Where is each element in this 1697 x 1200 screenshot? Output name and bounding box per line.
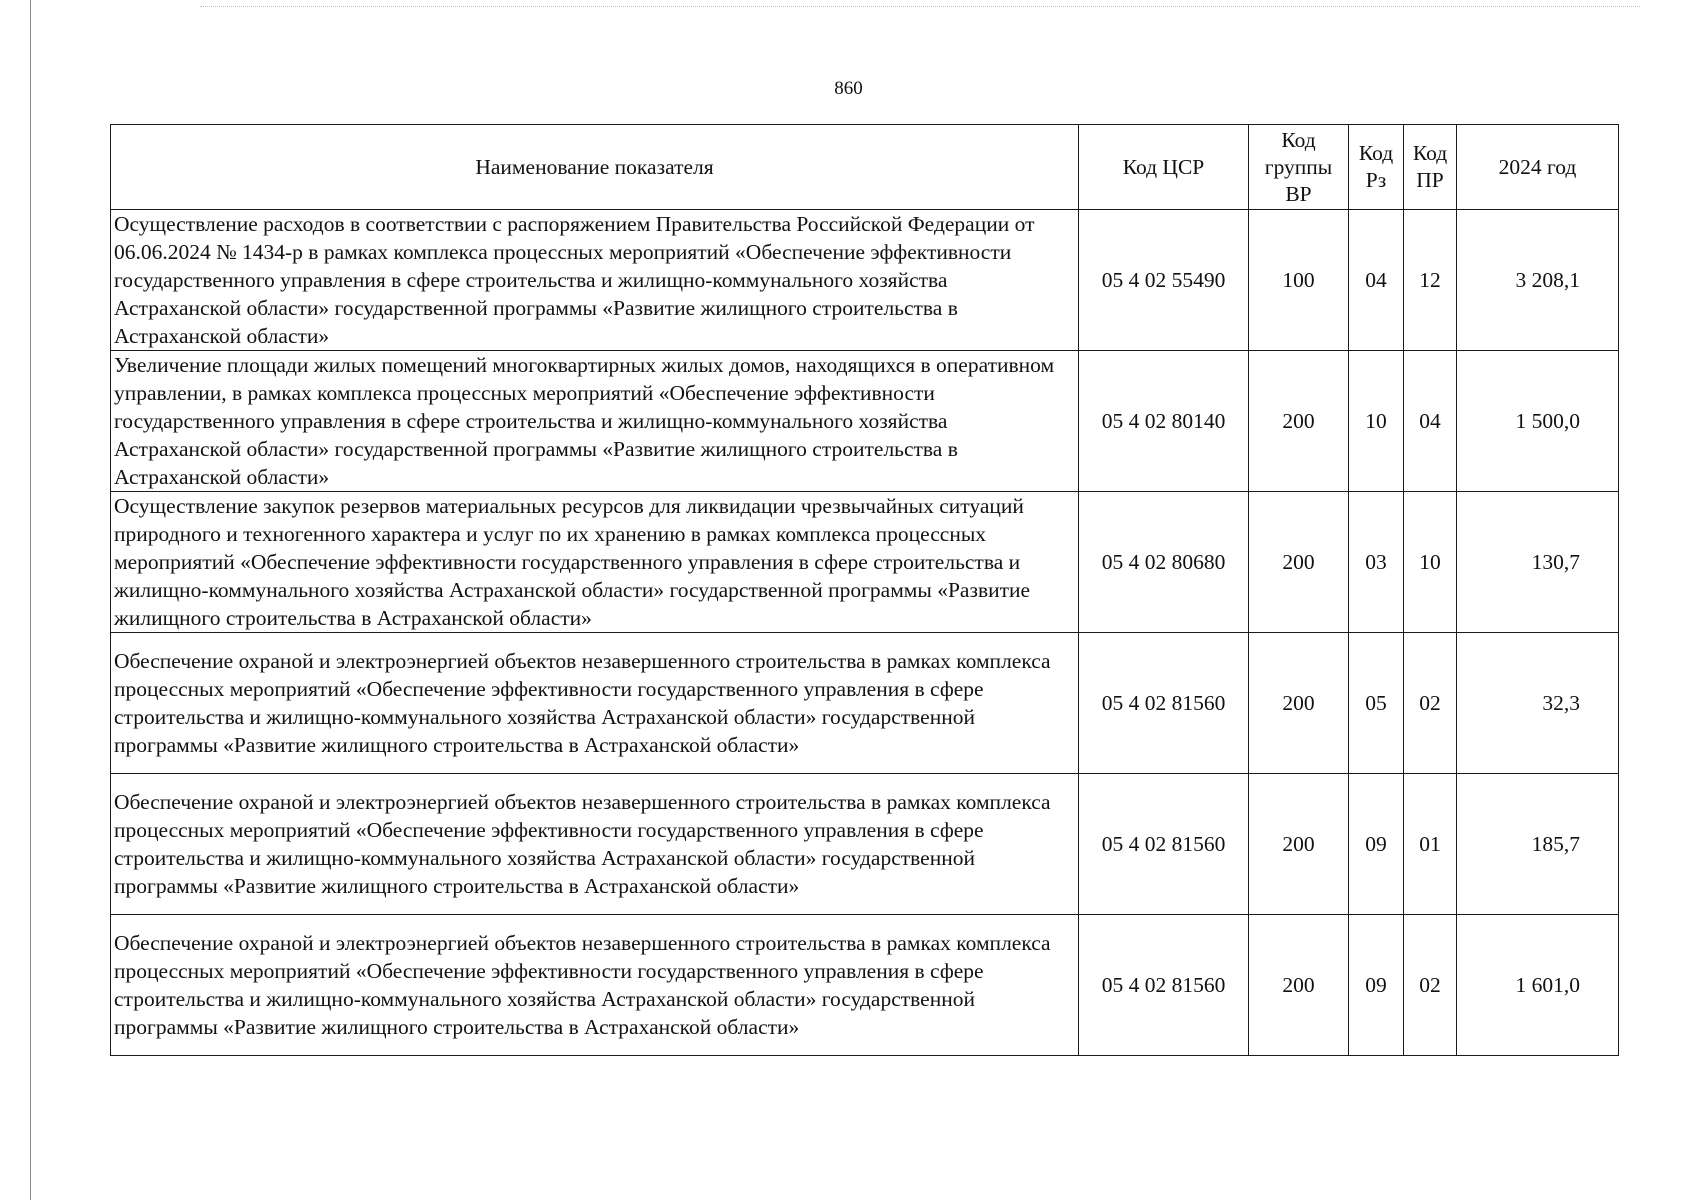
row-csr: 05 4 02 81560 [1079,774,1249,915]
row-vr: 200 [1249,633,1349,774]
row-name: Осуществление закупок резервов материальных ресурсов для ликвидации чрезвычайных ситуаций природного и техногенного характера и услуг по их хранению в рамках комплекса процессных мероприятий «Обеспечение эффективности государственного управления в сфере строительства и жилищно-коммунального хозяйства Астраханской области» государственной программы «Развитие жилищного строительства в Астраханской области» [111,492,1079,633]
row-rz: 04 [1349,210,1404,351]
row-name: Обеспечение охраной и электроэнергией объектов незавершенного строительства в рамках комплекса процессных мероприятий «Обеспечение эффективности государственного управления в сфере строительства и жилищно-коммунального хозяйства Астраханской области» государственной программы «Развитие жилищного строительства в Астраханской области» [111,774,1079,915]
row-vr: 200 [1249,492,1349,633]
table-row [111,774,1619,915]
row-pr: 02 [1404,633,1457,774]
row-rz: 03 [1349,492,1404,633]
row-csr: 05 4 02 80140 [1079,351,1249,492]
header-rz: Код Рз [1349,125,1404,210]
page-number: 860 [834,78,863,99]
table-row [111,633,1619,774]
row-amount: 32,3 [1457,633,1619,774]
row-vr: 200 [1249,774,1349,915]
row-name: Обеспечение охраной и электроэнергией объектов незавершенного строительства в рамках комплекса процессных мероприятий «Обеспечение эффективности государственного управления в сфере строительства и жилищно-коммунального хозяйства Астраханской области» государственной программы «Развитие жилищного строительства в Астраханской области» [111,915,1079,1056]
header-year: 2024 год [1457,125,1619,210]
row-vr: 200 [1249,351,1349,492]
row-amount: 130,7 [1457,492,1619,633]
header-vr: Код группы ВР [1249,125,1349,210]
scan-left-edge [30,0,31,1200]
row-amount: 1 500,0 [1457,351,1619,492]
header-name: Наименование показателя [111,125,1079,210]
row-pr: 02 [1404,915,1457,1056]
row-pr: 01 [1404,774,1457,915]
budget-table [110,124,1619,1056]
row-pr: 10 [1404,492,1457,633]
row-name: Увеличение площади жилых помещений многоквартирных жилых домов, находящихся в оперативном управлении, в рамках комплекса процессных мероприятий «Обеспечение эффективности государственного управления в сфере строительства и жилищно-коммунального хозяйства Астраханской области» государственной программы «Развитие жилищного строительства в Астраханской области» [111,351,1079,492]
table-row [111,492,1619,633]
row-csr: 05 4 02 81560 [1079,915,1249,1056]
row-amount: 3 208,1 [1457,210,1619,351]
row-name: Обеспечение охраной и электроэнергией объектов незавершенного строительства в рамках комплекса процессных мероприятий «Обеспечение эффективности государственного управления в сфере строительства и жилищно-коммунального хозяйства Астраханской области» государственной программы «Развитие жилищного строительства в Астраханской области» [111,633,1079,774]
table-header-row [111,125,1619,210]
table-row [111,351,1619,492]
row-rz: 05 [1349,633,1404,774]
row-vr: 200 [1249,915,1349,1056]
row-csr: 05 4 02 81560 [1079,633,1249,774]
scan-top-edge [200,6,1640,7]
header-csr: Код ЦСР [1079,125,1249,210]
row-csr: 05 4 02 80680 [1079,492,1249,633]
table-row [111,210,1619,351]
row-csr: 05 4 02 55490 [1079,210,1249,351]
row-amount: 185,7 [1457,774,1619,915]
row-rz: 09 [1349,915,1404,1056]
header-pr: Код ПР [1404,125,1457,210]
row-name: Осуществление расходов в соответствии с распоряжением Правительства Российской Федерации от 06.06.2024 № 1434-р в рамках комплекса процессных мероприятий «Обеспечение эффективности государственного управления в сфере строительства и жилищно-коммунального хозяйства Астраханской области» государственной программы «Развитие жилищного строительства в Астраханской области» [111,210,1079,351]
row-pr: 04 [1404,351,1457,492]
row-vr: 100 [1249,210,1349,351]
row-amount: 1 601,0 [1457,915,1619,1056]
row-rz: 10 [1349,351,1404,492]
row-pr: 12 [1404,210,1457,351]
table-row [111,915,1619,1056]
row-rz: 09 [1349,774,1404,915]
